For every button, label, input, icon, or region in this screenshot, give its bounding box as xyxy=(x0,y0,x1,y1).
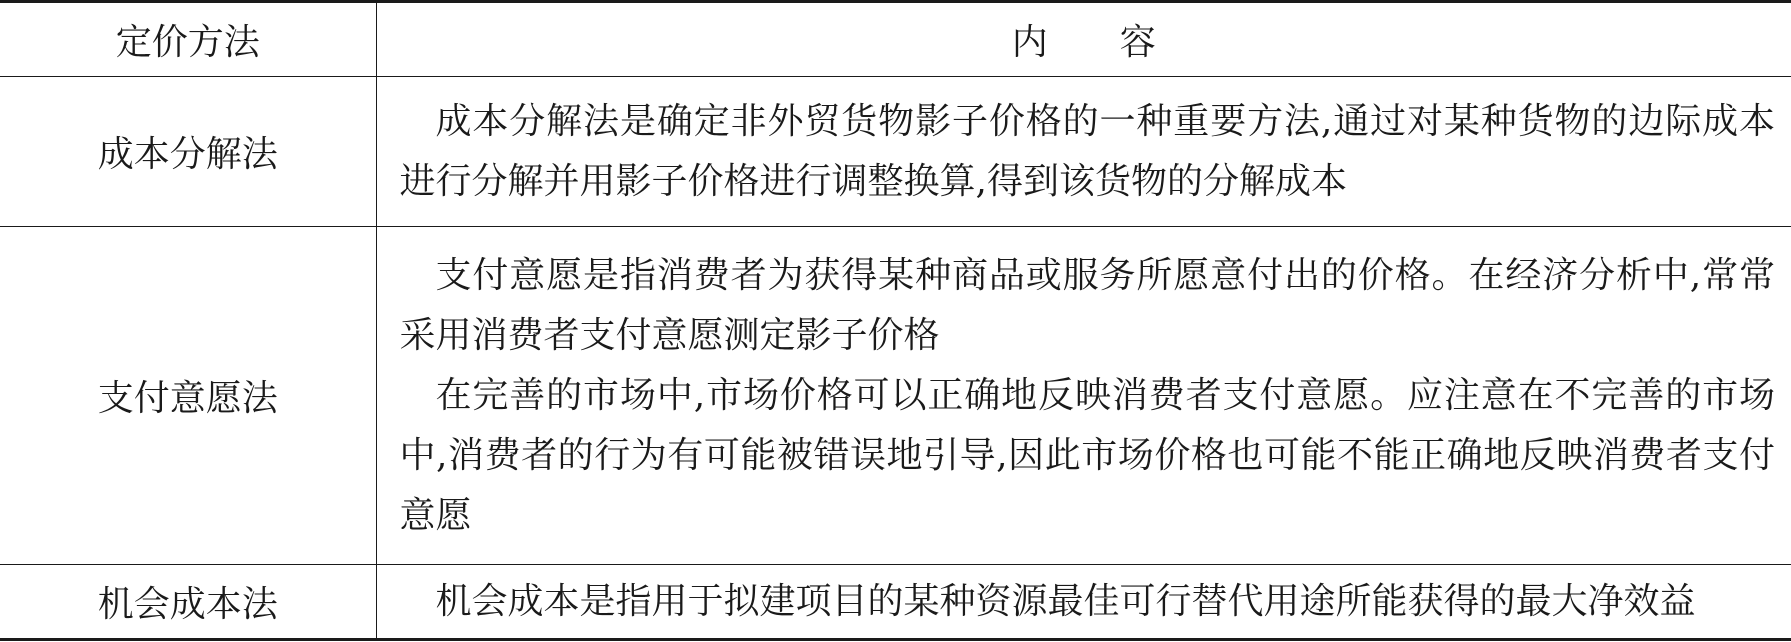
method-cell: 机会成本法 xyxy=(0,565,376,640)
content-paragraph: 在完善的市场中,市场价格可以正确地反映消费者支付意愿。应注意在不完善的市场中,消费者的行为有可能被错误地引导,因此市场价格也可能不能正确地反映消费者支付意愿 xyxy=(399,374,1775,536)
header-method: 定价方法 xyxy=(0,2,376,77)
method-cell: 成本分解法 xyxy=(0,77,376,227)
table-row xyxy=(0,227,1791,565)
content-cell xyxy=(376,227,1791,565)
content-cell xyxy=(376,565,1791,640)
content-paragraph: 成本分解法是确定非外贸货物影子价格的一种重要方法,通过对某种货物的边际成本进行分解并用影子价格进行调整换算,得到该货物的分解成本 xyxy=(399,100,1775,202)
table-row xyxy=(0,565,1791,640)
header-content: 内 容 xyxy=(376,2,1791,77)
content-paragraph: 支付意愿是指消费者为获得某种商品或服务所愿意付出的价格。在经济分析中,常常采用消费者支付意愿测定影子价格 xyxy=(399,254,1775,356)
content-paragraph: 机会成本是指用于拟建项目的某种资源最佳可行替代用途所能获得的最大净效益 xyxy=(435,580,1696,622)
method-cell: 支付意愿法 xyxy=(0,227,376,565)
table-row xyxy=(0,77,1791,227)
content-cell xyxy=(376,77,1791,227)
table-header-row xyxy=(0,2,1791,77)
